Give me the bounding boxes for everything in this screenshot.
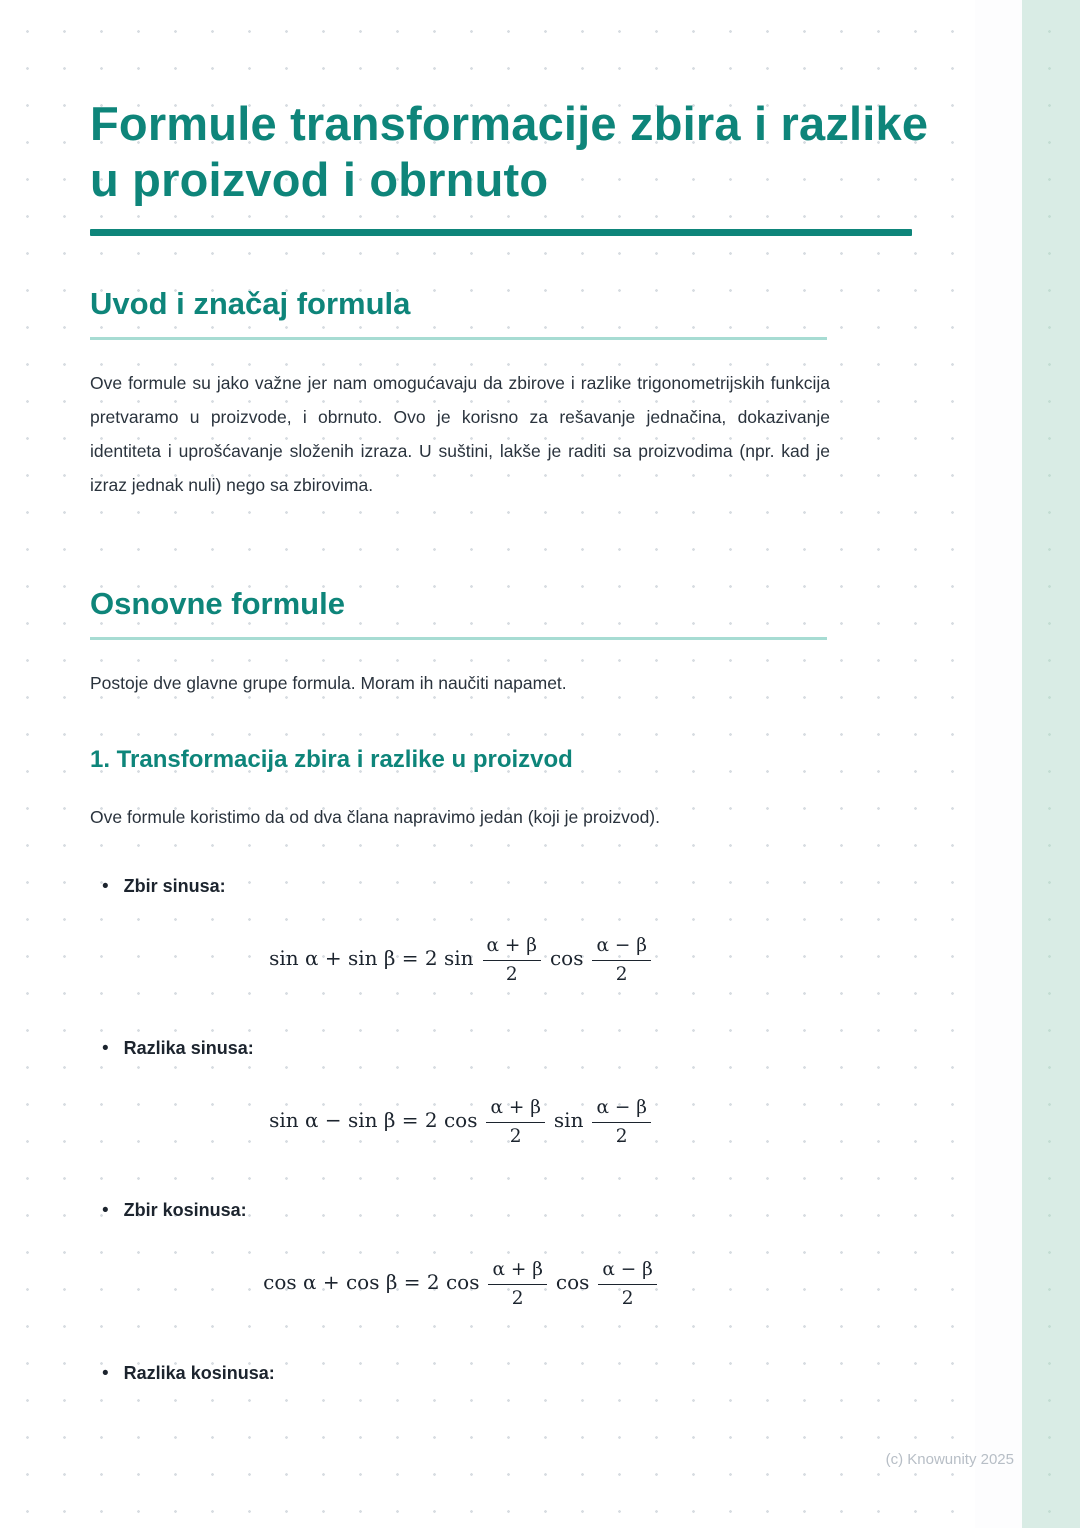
bullet-icon: • xyxy=(102,1038,109,1060)
fraction xyxy=(598,1258,656,1310)
section-heading-osnovne: Osnovne formule xyxy=(90,586,827,640)
page-title: Formule transformacije zbira i razlike u proizvod i obrnuto xyxy=(90,97,929,207)
fraction-denominator: 2 xyxy=(488,1284,546,1310)
formula-label: Zbir kosinusa: xyxy=(123,1200,247,1221)
formula-razlika-sinusa xyxy=(90,1094,830,1146)
fraction-denominator: 2 xyxy=(483,960,541,986)
formula-lhs: cos α + cos β = 2 cos xyxy=(263,1270,480,1295)
fraction-numerator: α + β xyxy=(492,1259,543,1281)
uvod-paragraph: Ove formule su jako važne jer nam omogućavaju da zbirove i razlike trigonometrijskih funkcija pretvaramo u proizvode, i obrnuto. Ovo je korisno za rešavanje jednačina, dokazivanje identiteta i uprošćavanje složenih izraza. U suštini, lakše je raditi sa proizvodima (npr. kad je izraz jednak nuli) nego sa zbirovima. xyxy=(90,372,830,495)
footer-copyright: (c) Knowunity 2025 xyxy=(885,1451,1014,1468)
fraction xyxy=(486,1096,544,1148)
section-heading-uvod: Uvod i značaj formula xyxy=(90,286,827,340)
fraction-numerator: α − β xyxy=(596,934,647,956)
section-osnovne-formule xyxy=(90,586,932,1385)
bullet-icon: • xyxy=(102,1200,109,1222)
formula-operator: cos xyxy=(555,1270,590,1295)
formula-operator: cos xyxy=(549,945,584,970)
list-item-zbir-kosinusa xyxy=(102,1200,932,1222)
formula-label: Razlika kosinusa: xyxy=(123,1362,275,1383)
fraction-denominator: 2 xyxy=(486,1122,544,1148)
fraction-numerator: α + β xyxy=(490,1097,541,1119)
fraction xyxy=(483,934,541,986)
list-item-razlika-sinusa xyxy=(102,1038,932,1060)
formula-label: Zbir sinusa: xyxy=(123,875,226,896)
fraction-denominator: 2 xyxy=(592,1122,650,1148)
page-edge-strip xyxy=(1022,0,1080,1528)
title-divider xyxy=(90,229,912,236)
list-item-razlika-kosinusa xyxy=(102,1363,932,1385)
fraction xyxy=(488,1258,546,1310)
fraction xyxy=(592,1096,650,1148)
math-row xyxy=(269,1094,651,1146)
math-row xyxy=(269,932,651,984)
formula-lhs: sin α + sin β = 2 sin xyxy=(269,945,474,970)
math-row xyxy=(263,1256,657,1308)
formula-operator: sin xyxy=(553,1108,584,1133)
formula-label: Razlika sinusa: xyxy=(123,1038,254,1059)
subsection-heading-transformacija: 1. Transformacija zbira i razlike u proizvod xyxy=(90,745,573,773)
formula-zbir-sinusa xyxy=(90,932,830,984)
fraction-denominator: 2 xyxy=(592,960,650,986)
fraction-numerator: α + β xyxy=(486,934,537,956)
fraction-denominator: 2 xyxy=(598,1284,656,1310)
subsection-intro-text: Ove formule koristimo da od dva člana napravimo jedan (koji je proizvod). xyxy=(90,806,660,827)
formula-zbir-kosinusa xyxy=(90,1256,830,1308)
fraction-numerator: α − β xyxy=(602,1259,653,1281)
osnovne-intro-text: Postoje dve glavne grupe formula. Moram ih naučiti napamet. xyxy=(90,672,567,693)
page-edge-gap xyxy=(975,0,1022,1528)
bullet-icon: • xyxy=(102,1362,109,1384)
fraction xyxy=(592,934,650,986)
bullet-icon: • xyxy=(102,875,109,897)
list-item-zbir-sinusa xyxy=(102,876,932,898)
fraction-numerator: α − β xyxy=(596,1097,647,1119)
formula-lhs: sin α − sin β = 2 cos xyxy=(269,1108,478,1133)
section-uvod xyxy=(90,286,932,502)
